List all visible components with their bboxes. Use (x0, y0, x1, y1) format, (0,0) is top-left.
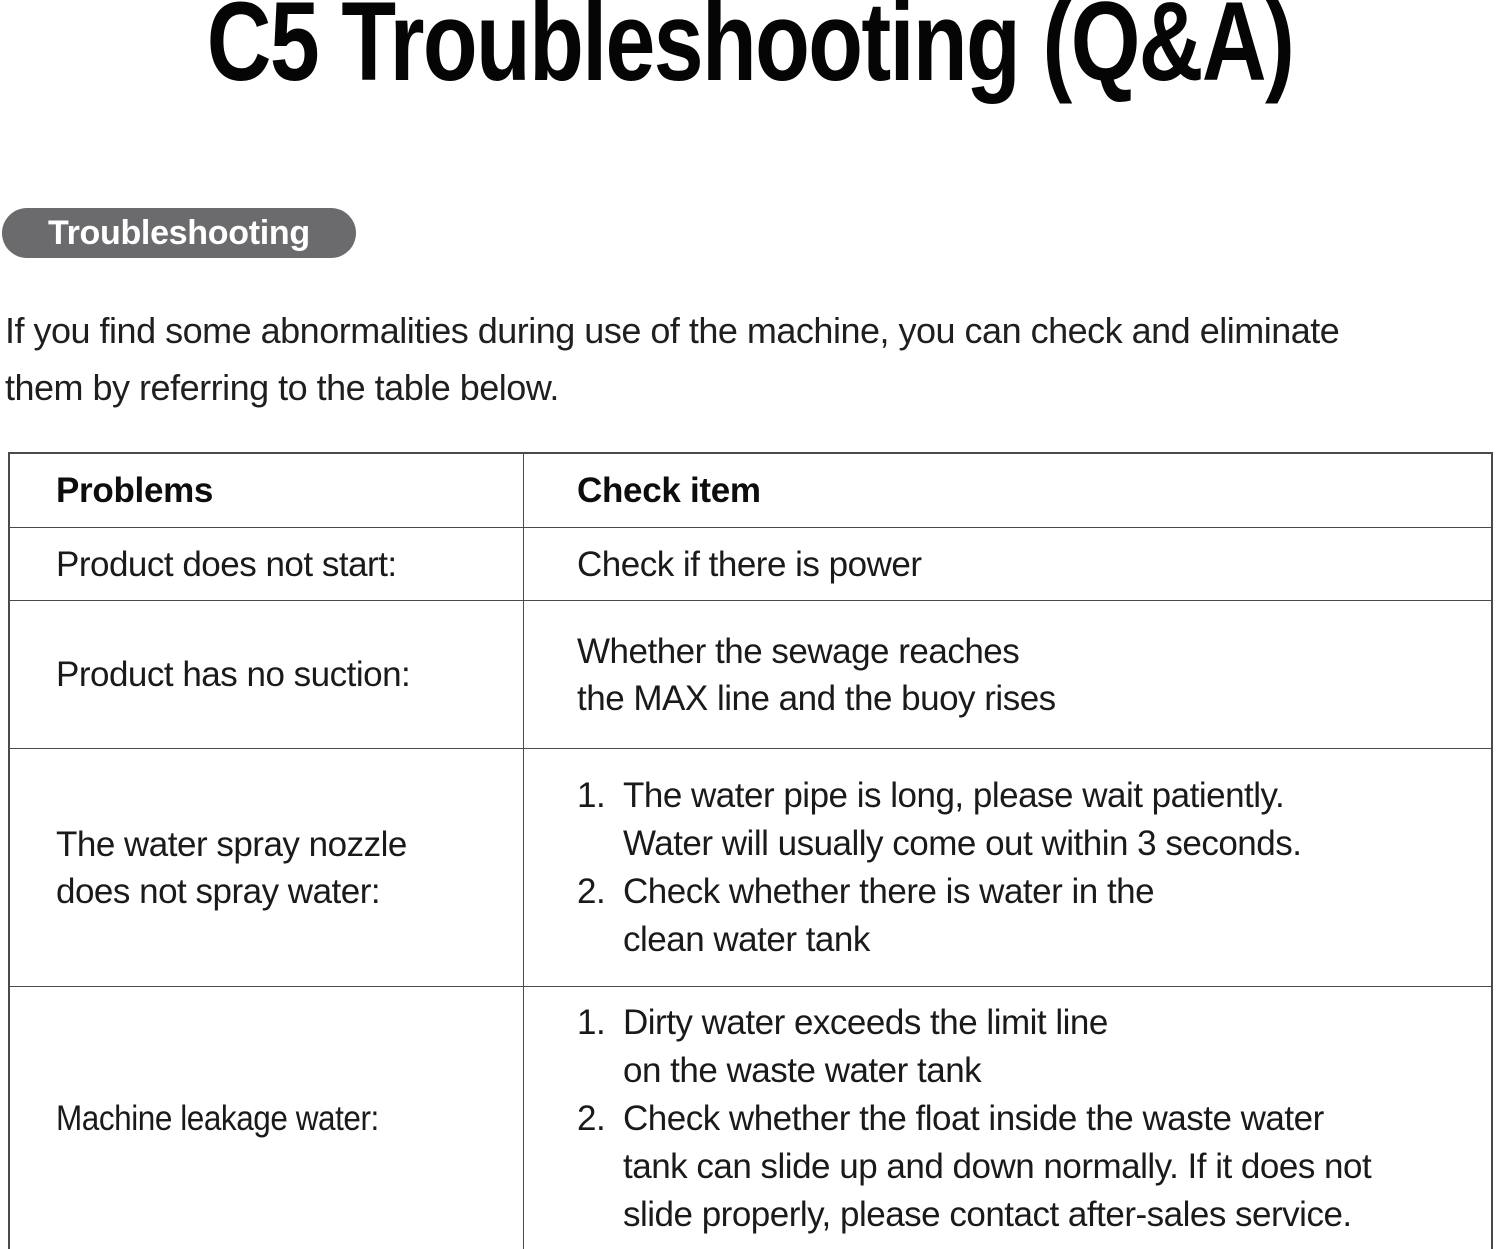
item-number: 2. (577, 1098, 606, 1138)
header-label: Problems (56, 470, 214, 510)
intro-paragraph (5, 302, 1500, 416)
header-label: Check item (577, 470, 761, 510)
item-line: Check whether the float inside the waste water (623, 1098, 1324, 1138)
page-title: C5 Troubleshooting (Q&A) (206, 0, 1294, 104)
check-list-item (577, 772, 1481, 868)
item-lines (623, 868, 1154, 964)
check-line: the MAX line and the buoy rises (577, 678, 1056, 718)
item-line: Water will usually come out within 3 seconds. (623, 823, 1302, 863)
item-line: on the waste water tank (623, 1050, 982, 1090)
item-line: Dirty water exceeds the limit line (623, 1002, 1108, 1042)
intro-line: them by referring to the table below. (5, 367, 559, 408)
item-line: Check whether there is water in the (623, 871, 1155, 911)
item-lines (623, 772, 1301, 868)
item-number: 1. (577, 775, 606, 815)
problem-line: does not spray water: (56, 871, 381, 911)
table-header-check-item (523, 454, 1491, 527)
table-header-problems (10, 454, 523, 527)
item-line: tank can slide up and down normally. If it does not (623, 1146, 1372, 1186)
item-number: 2. (577, 871, 606, 911)
check-list-item (577, 1095, 1481, 1239)
check-cell (523, 986, 1491, 1249)
troubleshooting-table (8, 452, 1493, 1249)
check-cell (523, 600, 1491, 748)
section-badge: Troubleshooting (2, 208, 356, 258)
check-list-item (577, 999, 1481, 1095)
item-lines (623, 1095, 1371, 1239)
problem-cell (10, 748, 523, 986)
problem-text: Machine leakage water: (56, 1099, 379, 1138)
check-list-item (577, 868, 1481, 964)
problem-cell (10, 527, 523, 600)
problem-cell (10, 600, 523, 748)
badge-row (0, 98, 1500, 258)
item-number: 1. (577, 1002, 606, 1042)
intro-line: If you find some abnormalities during use of the machine, you can check and eliminate (5, 310, 1340, 351)
problem-cell (10, 986, 523, 1249)
problem-text: Product does not start: (56, 544, 397, 584)
check-cell (523, 748, 1491, 986)
item-line: clean water tank (623, 919, 870, 959)
item-line: slide properly, please contact after-sales service. (623, 1194, 1352, 1234)
item-lines (623, 999, 1108, 1095)
check-text: Check if there is power (577, 544, 922, 584)
problem-line: The water spray nozzle (56, 824, 407, 864)
check-cell (523, 527, 1491, 600)
problem-text: Product has no suction: (56, 655, 411, 694)
check-line: Whether the sewage reaches (577, 631, 1020, 671)
item-line: The water pipe is long, please wait patiently. (623, 775, 1285, 815)
